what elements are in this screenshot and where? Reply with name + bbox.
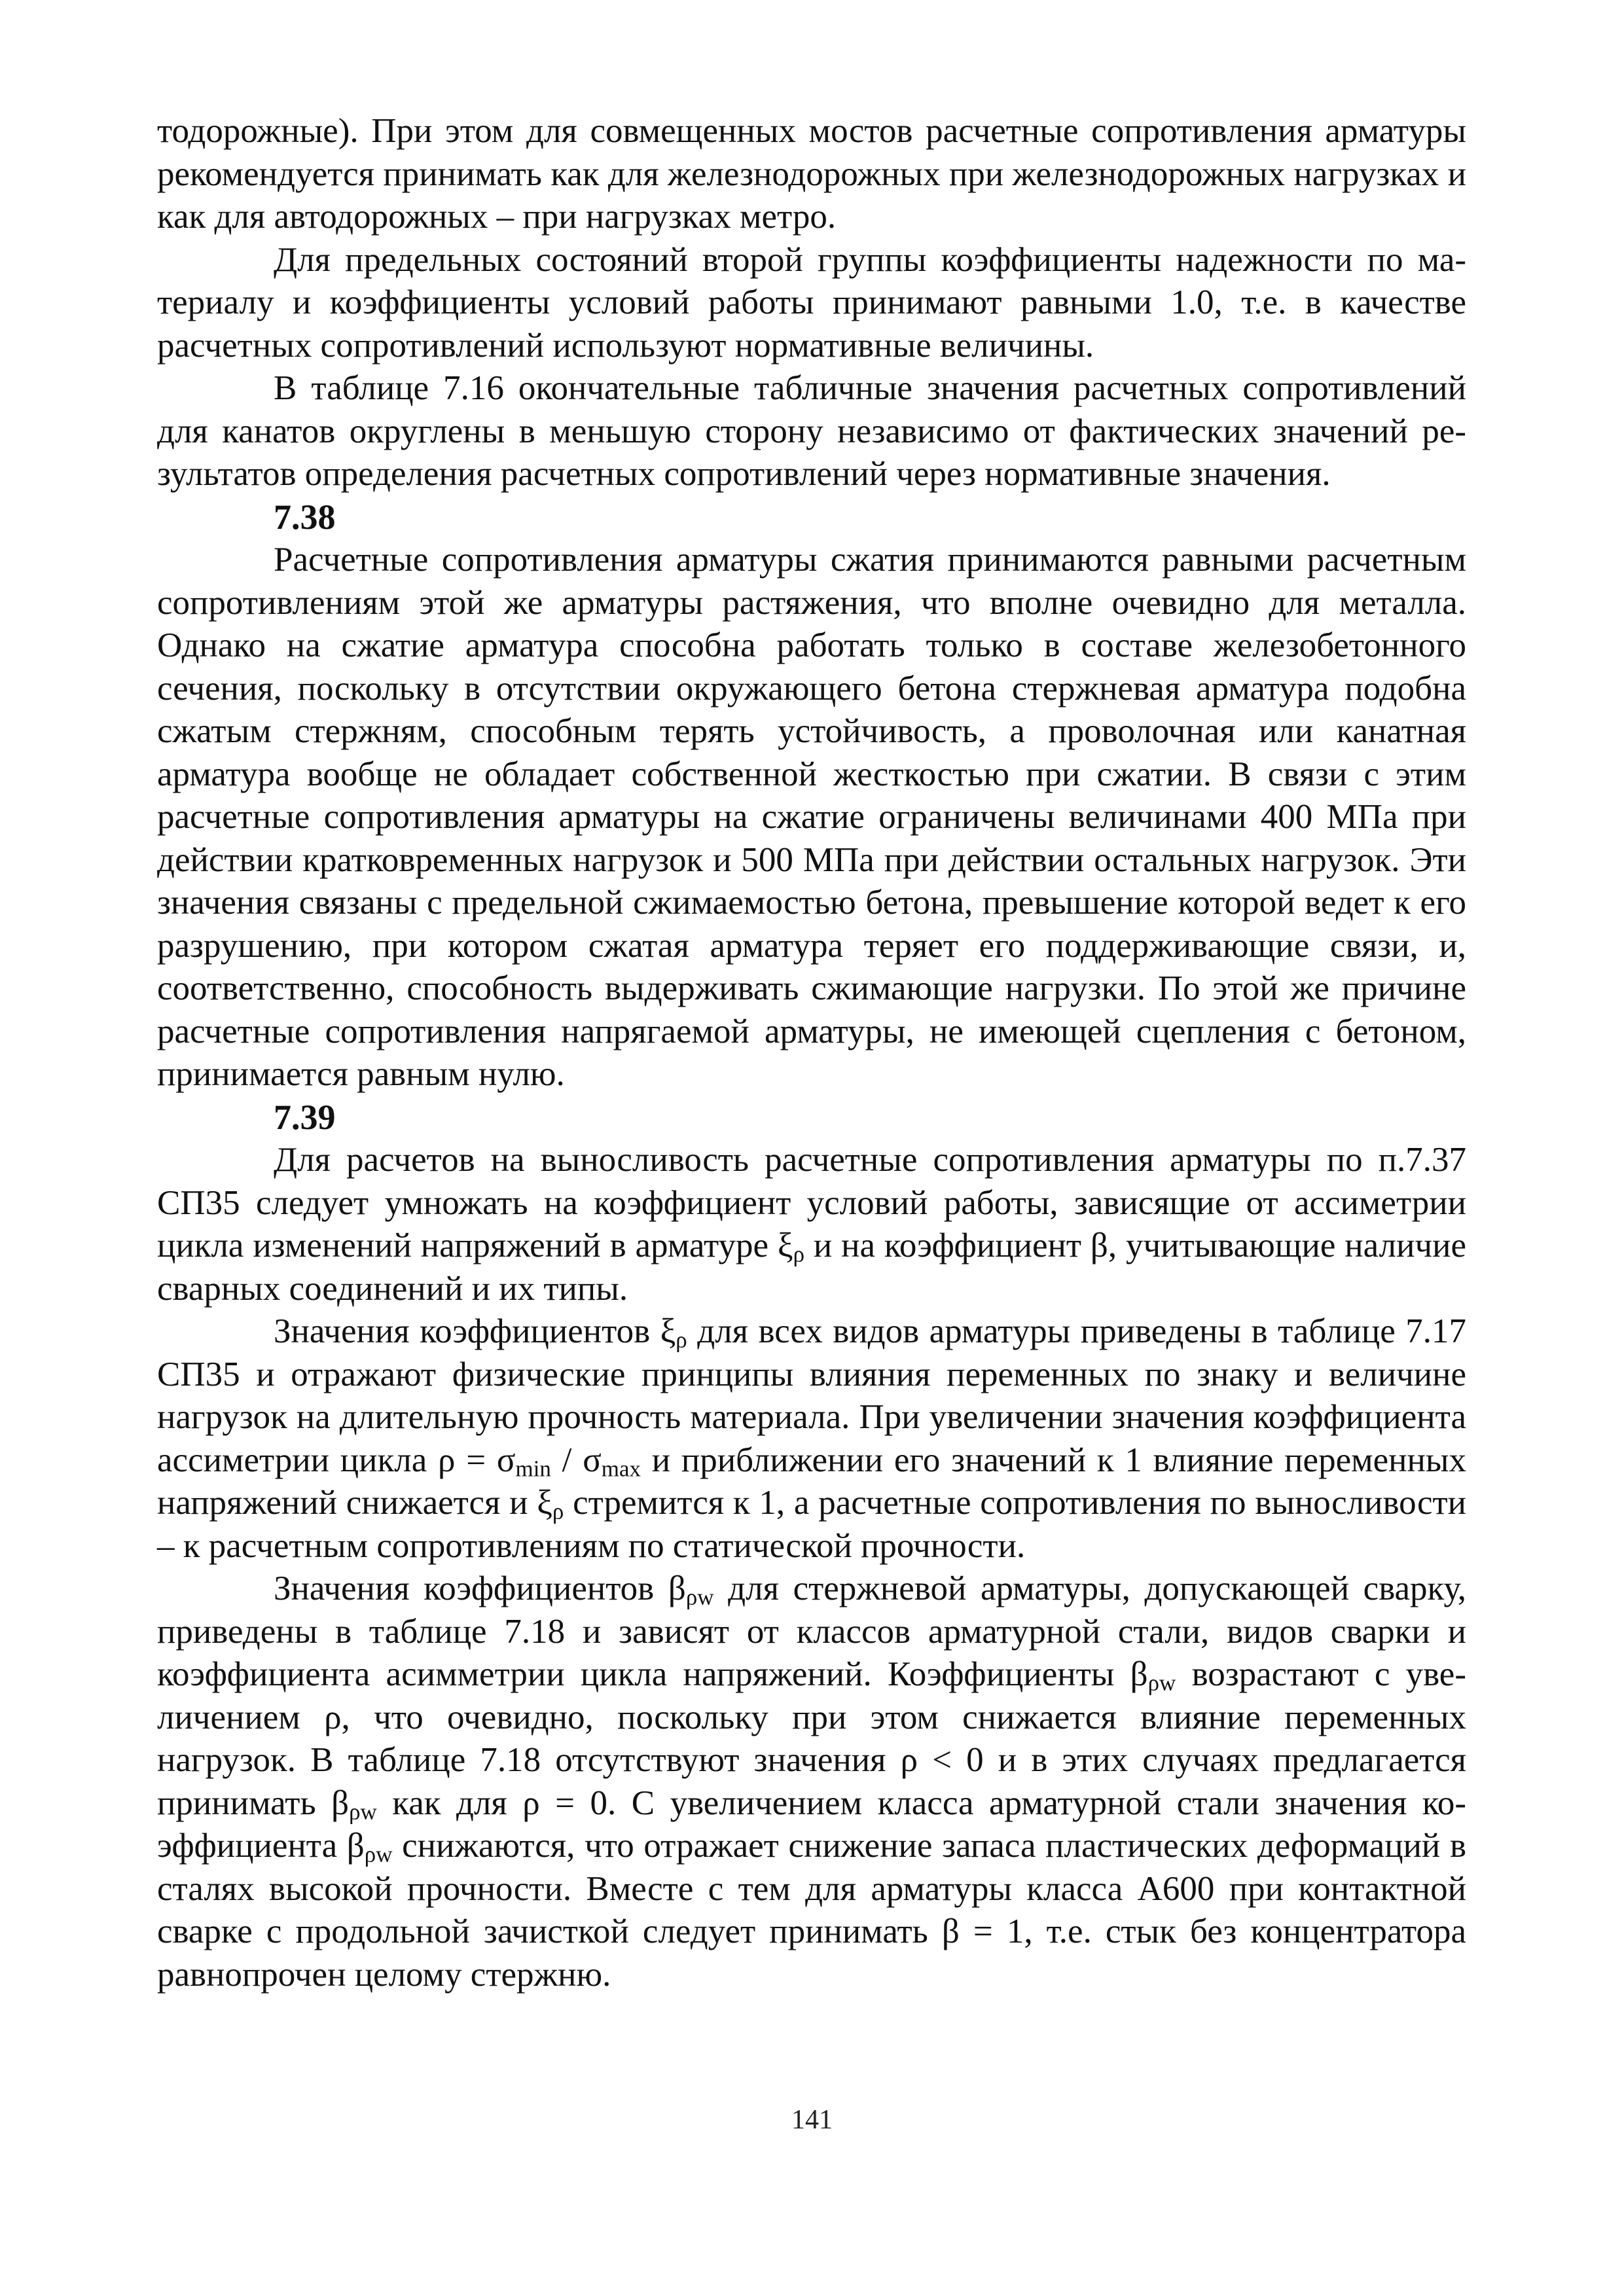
text-run: для стержневой арматуры, допускающей сварку, приведены в таблице 7.18 и зависят от классов арматурной стали, видов сварки и коэффициента асимметрии цикла напряжений. Коэффициенты [157, 1570, 1466, 1693]
xi-rho-symbol: $\xi_\rho$ [777, 1227, 805, 1267]
beta-rhow-symbol: $\beta_{\rho w}$ [668, 1570, 714, 1610]
text-run: и приближении его значений к 1 влияние переменных напряжений снижается и [157, 1441, 1466, 1522]
text-run: Значения коэффициентов [274, 1570, 668, 1607]
section-heading-7-39: 7.39 [274, 1097, 336, 1137]
paragraph-xi-coefficients [157, 1310, 1466, 1568]
sigma-min-symbol: $\sigma_{min}$ [496, 1441, 551, 1482]
text-run: для всех видов арматуры приведены в таблице 7.17 СП35 и отражают физические принципы влияния переменных по знаку и величине нагрузок на длительную прочность материала. При увеличении значения коэффициента ассиметрии цикла ρ = [157, 1312, 1466, 1479]
paragraph-beta-coefficients [157, 1568, 1466, 1996]
paragraph-second-group-limit-states: Для предельных состояний второй группы коэффициенты надежности по материалу и коэффициенты условий работы принимают равными 1.0, т.е. в качестве расчетных сопротивлений используют нормативные величины. [157, 240, 1466, 365]
sigma-max-symbol: $\sigma_{max}$ [583, 1441, 641, 1482]
beta-rhow-symbol: $\beta_{\rho w}$ [331, 1784, 377, 1825]
text-run: и на коэффициент β, учитывающие наличие сварных соединений и их типы. [157, 1227, 1466, 1308]
paragraph-table-7-16-rounding: В таблице 7.16 окончательные табличные значения расчетных сопротивлений для канатов округлены в меньшую сторону независимо от фактических значений результатов определения расчетных сопротивлений через нормативные значения. [157, 369, 1466, 493]
text-run: / [550, 1441, 583, 1479]
text-run: Значения коэффициентов [274, 1312, 660, 1350]
text-run: стремится к 1, а расчетные сопротивления по выносливости – к расчетным сопротивлениям по статической прочности. [157, 1484, 1466, 1565]
beta-rhow-symbol: $\beta_{\rho w}$ [346, 1827, 393, 1867]
text-run: Для расчетов на выносливость расчетные сопротивления арматуры по п.7.37 СП35 следует умножать на коэффициент условий работы, зависящие от ассиметрии цикла изменений напряжений в арматуре [157, 1141, 1466, 1265]
paragraph-compression-resistances: Расчетные сопротивления арматуры сжатия принимаются равными расчетным сопротивлениям этой же арматуры растяжения, что вполне очевидно для металла. Однако на сжатие арматура способна работать только в составе железобетонного сечения, поскольку в отсутствии окружающего бетона стержневая арматура подобна сжатым стержням, способным терять устойчивость, а проволочная или канатная арматура вообще не обладает собственной жесткостью при сжатии. В связи с этим расчетные сопротивления арматуры на сжатие ограничены величинами 400 МПа при действии кратковременных нагрузок и 500 МПа при действии остальных нагрузок. Эти значения связаны с предельной сжимаемостью бетона, превышение которой ведет к его разрушению, при котором сжатая арматура теряет его поддерживающие связи, и, соответственно, способность выдерживать сжимающие нагрузки. По этой же причине расчетные сопротивления напрягаемой арматуры, не имеющей сцепления с бетоном, принимается равным нулю. [157, 541, 1466, 1093]
xi-rho-symbol: $\xi_\rho$ [660, 1312, 687, 1353]
text-run: как для ρ = 0. С увеличением класса арматурной стали значения коэффициента [157, 1784, 1466, 1865]
page-number: 141 [791, 2105, 833, 2135]
text-run: возрастают с увеличением ρ, что очевидно, поскольку при этом снижается влияние переменных нагрузок. В таблице 7.18 отсутствуют значения ρ < 0 и в этих случаях предлагается принимать [157, 1655, 1466, 1822]
paragraph-fatigue-coefficients [157, 1139, 1466, 1310]
beta-rhow-symbol: $\beta_{\rho w}$ [1130, 1655, 1176, 1696]
text-run: снижаются, что отражает снижение запаса пластических деформаций в сталях высокой прочности. Вместе с тем для арматуры класса А600 при контактной сварке с продольной зачисткой следует принимать β = 1, т.е. стык без концентратора равнопрочен целому стержню. [157, 1827, 1466, 1994]
xi-rho-symbol: $\xi_\rho$ [537, 1484, 564, 1524]
section-heading-7-38: 7.38 [274, 497, 336, 537]
document-page [157, 110, 1466, 1996]
paragraph-rail-road-resistances: тодорожные). При этом для совмещенных мостов расчетные сопротивления арматуры рекомендуется принимать как для железнодорожных при железнодорожных нагрузках и как для автодорожных – при нагрузках метро. [157, 112, 1466, 236]
